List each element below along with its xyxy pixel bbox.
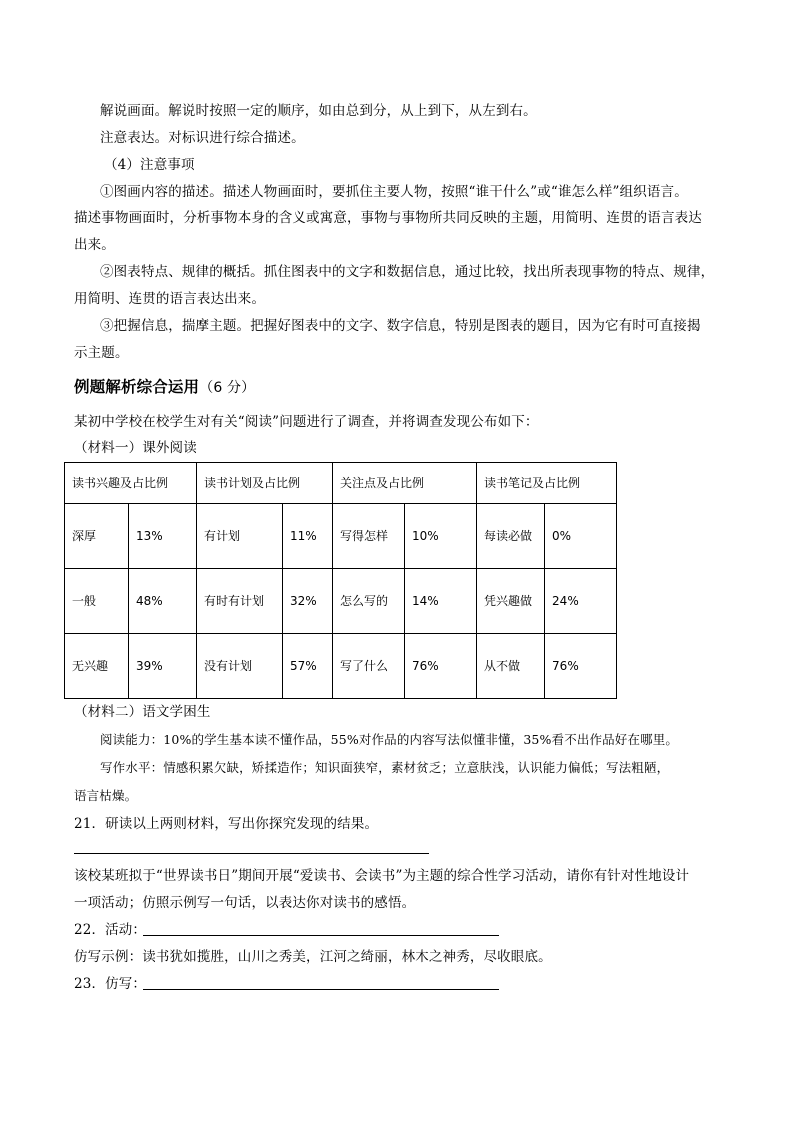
intro-text: 某初中学校在校学生对有关“阅读”问题进行了调查，并将调查发现公布如下： bbox=[74, 414, 539, 430]
table-cell: 从不做 bbox=[477, 634, 545, 699]
text-line: 写作水平：情感积累欠缺，矫揉造作；知识面狭窄，素材贫乏；立意肤浅，认识能力偏低；写法粗陋， bbox=[100, 760, 670, 775]
table-cell: 76% bbox=[405, 634, 477, 699]
answer-line-22[interactable] bbox=[143, 935, 499, 936]
table-header-cell: 关注点及占比例 bbox=[333, 463, 477, 504]
section-title-text: 例题解析综合运用 bbox=[74, 378, 200, 396]
table-cell: 10% bbox=[405, 504, 477, 569]
section-title bbox=[74, 378, 255, 397]
question-22: 22．活动： bbox=[74, 922, 147, 938]
text-line: 用简明、连贯的语言表达出来。 bbox=[74, 291, 266, 307]
table-cell: 48% bbox=[129, 569, 197, 634]
table-cell: 14% bbox=[405, 569, 477, 634]
table-cell: 一般 bbox=[65, 569, 129, 634]
survey-table bbox=[64, 462, 617, 699]
text-line: 一项活动；仿照示例写一句话，以表达你对读书的感悟。 bbox=[74, 895, 416, 911]
table-cell: 每读必做 bbox=[477, 504, 545, 569]
table-cell: 没有计划 bbox=[197, 634, 283, 699]
answer-line-21[interactable] bbox=[74, 853, 429, 854]
table-cell: 76% bbox=[545, 634, 617, 699]
answer-line-23[interactable] bbox=[143, 989, 499, 990]
text-line: 注意表达。对标识进行综合描述。 bbox=[100, 130, 305, 146]
text-line: 该校某班拟于“世界读书日”期间开展“爱读书、会读书”为主题的综合性学习活动，请你有针对性地设计 bbox=[74, 868, 690, 884]
table-cell: 有时有计划 bbox=[197, 569, 283, 634]
table-cell: 32% bbox=[283, 569, 333, 634]
subsection-heading: （4）注意事项 bbox=[104, 157, 195, 173]
text-line: 描述事物画面时，分析事物本身的含义或寓意，事物与事物所共同反映的主题，用简明、连贯的语言表达 bbox=[74, 210, 702, 226]
text-line: ③把握信息，揣摩主题。把握好图表中的文字、数字信息，特别是图表的题目，因为它有时可直接揭 bbox=[100, 318, 701, 334]
text-line: 解说画面。解说时按照一定的顺序，如由总到分，从上到下，从左到右。 bbox=[100, 103, 537, 119]
table-row bbox=[65, 569, 617, 634]
table-cell: 写得怎样 bbox=[333, 504, 405, 569]
table-cell: 怎么写的 bbox=[333, 569, 405, 634]
table-cell: 24% bbox=[545, 569, 617, 634]
text-line: 语言枯燥。 bbox=[74, 788, 138, 803]
text-line: 出来。 bbox=[74, 237, 115, 253]
text-line: 阅读能力：10%的学生基本读不懂作品，55%对作品的内容写法似懂非懂，35%看不出作品好在哪里。 bbox=[100, 732, 679, 747]
table-cell: 57% bbox=[283, 634, 333, 699]
table-cell: 凭兴趣做 bbox=[477, 569, 545, 634]
text-line: ①图画内容的描述。描述人物画面时，要抓住主要人物，按照“谁干什么”或“谁怎么样”组织语言。 bbox=[100, 184, 688, 200]
table-row bbox=[65, 634, 617, 699]
text-line: ②图表特点、规律的概括。抓住图表中的文字和数据信息，通过比较，找出所表现事物的特点、规律， bbox=[100, 264, 715, 280]
section-points: （6 分） bbox=[199, 380, 256, 396]
table-cell: 写了什么 bbox=[333, 634, 405, 699]
question-21: 21．研读以上两则材料，写出你探究发现的结果。 bbox=[74, 816, 379, 832]
table-cell: 无兴趣 bbox=[65, 634, 129, 699]
table-cell: 11% bbox=[283, 504, 333, 569]
table-header-cell: 读书计划及占比例 bbox=[197, 463, 333, 504]
table-header-cell: 读书笔记及占比例 bbox=[477, 463, 617, 504]
table-row bbox=[65, 504, 617, 569]
material-two-label: （材料二）语文学困生 bbox=[74, 704, 211, 720]
question-23: 23．仿写： bbox=[74, 976, 147, 992]
table-cell: 有计划 bbox=[197, 504, 283, 569]
text-line: 示主题。 bbox=[74, 345, 129, 361]
table-header-row bbox=[65, 463, 617, 504]
material-one-label: （材料一）课外阅读 bbox=[74, 440, 197, 456]
table-header-cell: 读书兴趣及占比例 bbox=[65, 463, 197, 504]
table-cell: 13% bbox=[129, 504, 197, 569]
table-cell: 39% bbox=[129, 634, 197, 699]
table-cell: 0% bbox=[545, 504, 617, 569]
example-text: 仿写示例：读书犹如揽胜，山川之秀美，江河之绮丽，林木之神秀，尽收眼底。 bbox=[74, 949, 552, 965]
table-cell: 深厚 bbox=[65, 504, 129, 569]
